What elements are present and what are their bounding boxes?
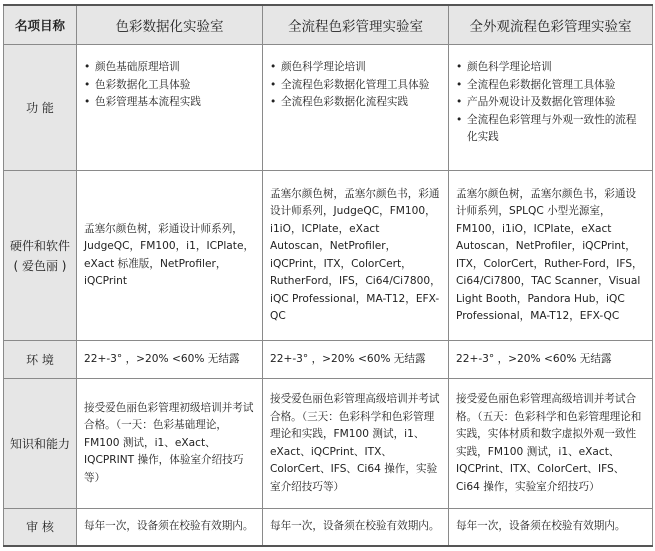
cell-function-col3 [449, 45, 653, 171]
list-item: • 色彩管理基本流程实践 [84, 94, 256, 112]
row-environment [4, 341, 653, 379]
list-item: • 颜色科学理论培训 [270, 59, 442, 77]
list-item: • 全流程色彩管理与外观一致性的流程化实践 [456, 112, 646, 147]
cell-hardware-col3: 孟塞尔颜色树，孟塞尔颜色书，彩通设计师系列，SPLQC 小型光源室，FM100，i1iO，ICPlate，eXact Autoscan，NetProfiler，iQCPrint，ITX，ColorCert，Ruther-Ford，IFS，Ci64/Ci7800，TAC Scanner，Visual Light Booth，Pandora Hub，iQC Professional，MA-T12，EFX-QC [449, 171, 653, 341]
header-item-name: 名项目称 [4, 5, 77, 45]
row-hardware-software [4, 171, 653, 341]
list-item: • 全流程色彩数据化管理工具体验 [270, 77, 442, 95]
row-knowledge [4, 379, 653, 509]
row-label-knowledge: 知识和能力 [4, 379, 77, 509]
cell-knowledge-col1: 接受爱色丽色彩管理初级培训并考试合格。（一天：色彩基础理论，FM100 测试，i1、eXact、IQCPRINT 操作，体验室介绍技巧等） [77, 379, 263, 509]
cell-audit-col3: 每年一次，设备须在校验有效期内。 [449, 509, 653, 546]
function-list-col1 [84, 59, 256, 112]
list-item: • 色彩数据化工具体验 [84, 77, 256, 95]
row-audit [4, 509, 653, 546]
list-item: • 全流程色彩数据化管理工具体验 [456, 77, 646, 95]
lab-comparison-table [3, 4, 653, 547]
cell-hardware-col1: 孟塞尔颜色树，彩通设计师系列，JudgeQC，FM100，i1，ICPlate，eXact 标准版，NetProfiler，iQCPrint [77, 171, 263, 341]
function-list-col2 [270, 59, 442, 112]
cell-audit-col1: 每年一次，设备须在校验有效期内。 [77, 509, 263, 546]
row-label-audit: 审 核 [4, 509, 77, 546]
header-full-process-color-management-lab: 全流程色彩管理实验室 [263, 5, 449, 45]
row-label-hardware-line1: 硬件和软件 [9, 238, 70, 253]
row-label-hardware-software [4, 171, 77, 341]
cell-environment-col1: 22+-3° ，>20% <60% 无结露 [77, 341, 263, 379]
row-function [4, 45, 653, 171]
cell-environment-col3: 22+-3° ，>20% <60% 无结露 [449, 341, 653, 379]
list-item: • 产品外观设计及数据化管理体验 [456, 94, 646, 112]
cell-function-col1 [77, 45, 263, 171]
list-item: • 全流程色彩数据化流程实践 [270, 94, 442, 112]
cell-hardware-col2: 孟塞尔颜色树，孟塞尔颜色书，彩通设计师系列，JudgeQC，FM100，i1iO，ICPlate，eXact Autoscan，NetProfiler，iQCPrint，ITX，ColorCert，RutherFord，IFS，Ci64/Ci7800，iQC Professional，MA-T12，EFX-QC [263, 171, 449, 341]
comparison-table-container [3, 4, 652, 545]
row-label-function: 功 能 [4, 45, 77, 171]
cell-function-col2 [263, 45, 449, 171]
cell-knowledge-col2: 接受爱色丽色彩管理高级培训并考试合格。（三天：色彩科学和色彩管理理论和实践，FM100 测试，i1、eXact、iQCPrint、ITX、ColorCert、IFS、Ci64 操作，实验室介绍技巧等） [263, 379, 449, 509]
row-label-hardware-line2: ( 爱色丽 ) [13, 258, 67, 273]
header-full-appearance-color-management-lab: 全外观流程色彩管理实验室 [449, 5, 653, 45]
cell-environment-col2: 22+-3° ，>20% <60% 无结露 [263, 341, 449, 379]
cell-knowledge-col3: 接受爱色丽色彩管理高级培训并考试合格。（五天：色彩科学和色彩管理理论和实践，实体材质和数字虚拟外观一致性实践，FM100 测试，i1、eXact、IQCPrint、ITX、ColorCert、IFS、Ci64 操作，实验室介绍技巧） [449, 379, 653, 509]
cell-audit-col2: 每年一次，设备须在校验有效期内。 [263, 509, 449, 546]
function-list-col3 [456, 59, 646, 147]
list-item: • 颜色科学理论培训 [456, 59, 646, 77]
list-item: • 颜色基础原理培训 [84, 59, 256, 77]
row-label-environment: 环 境 [4, 341, 77, 379]
header-row [4, 5, 653, 45]
header-color-digitization-lab: 色彩数据化实验室 [77, 5, 263, 45]
